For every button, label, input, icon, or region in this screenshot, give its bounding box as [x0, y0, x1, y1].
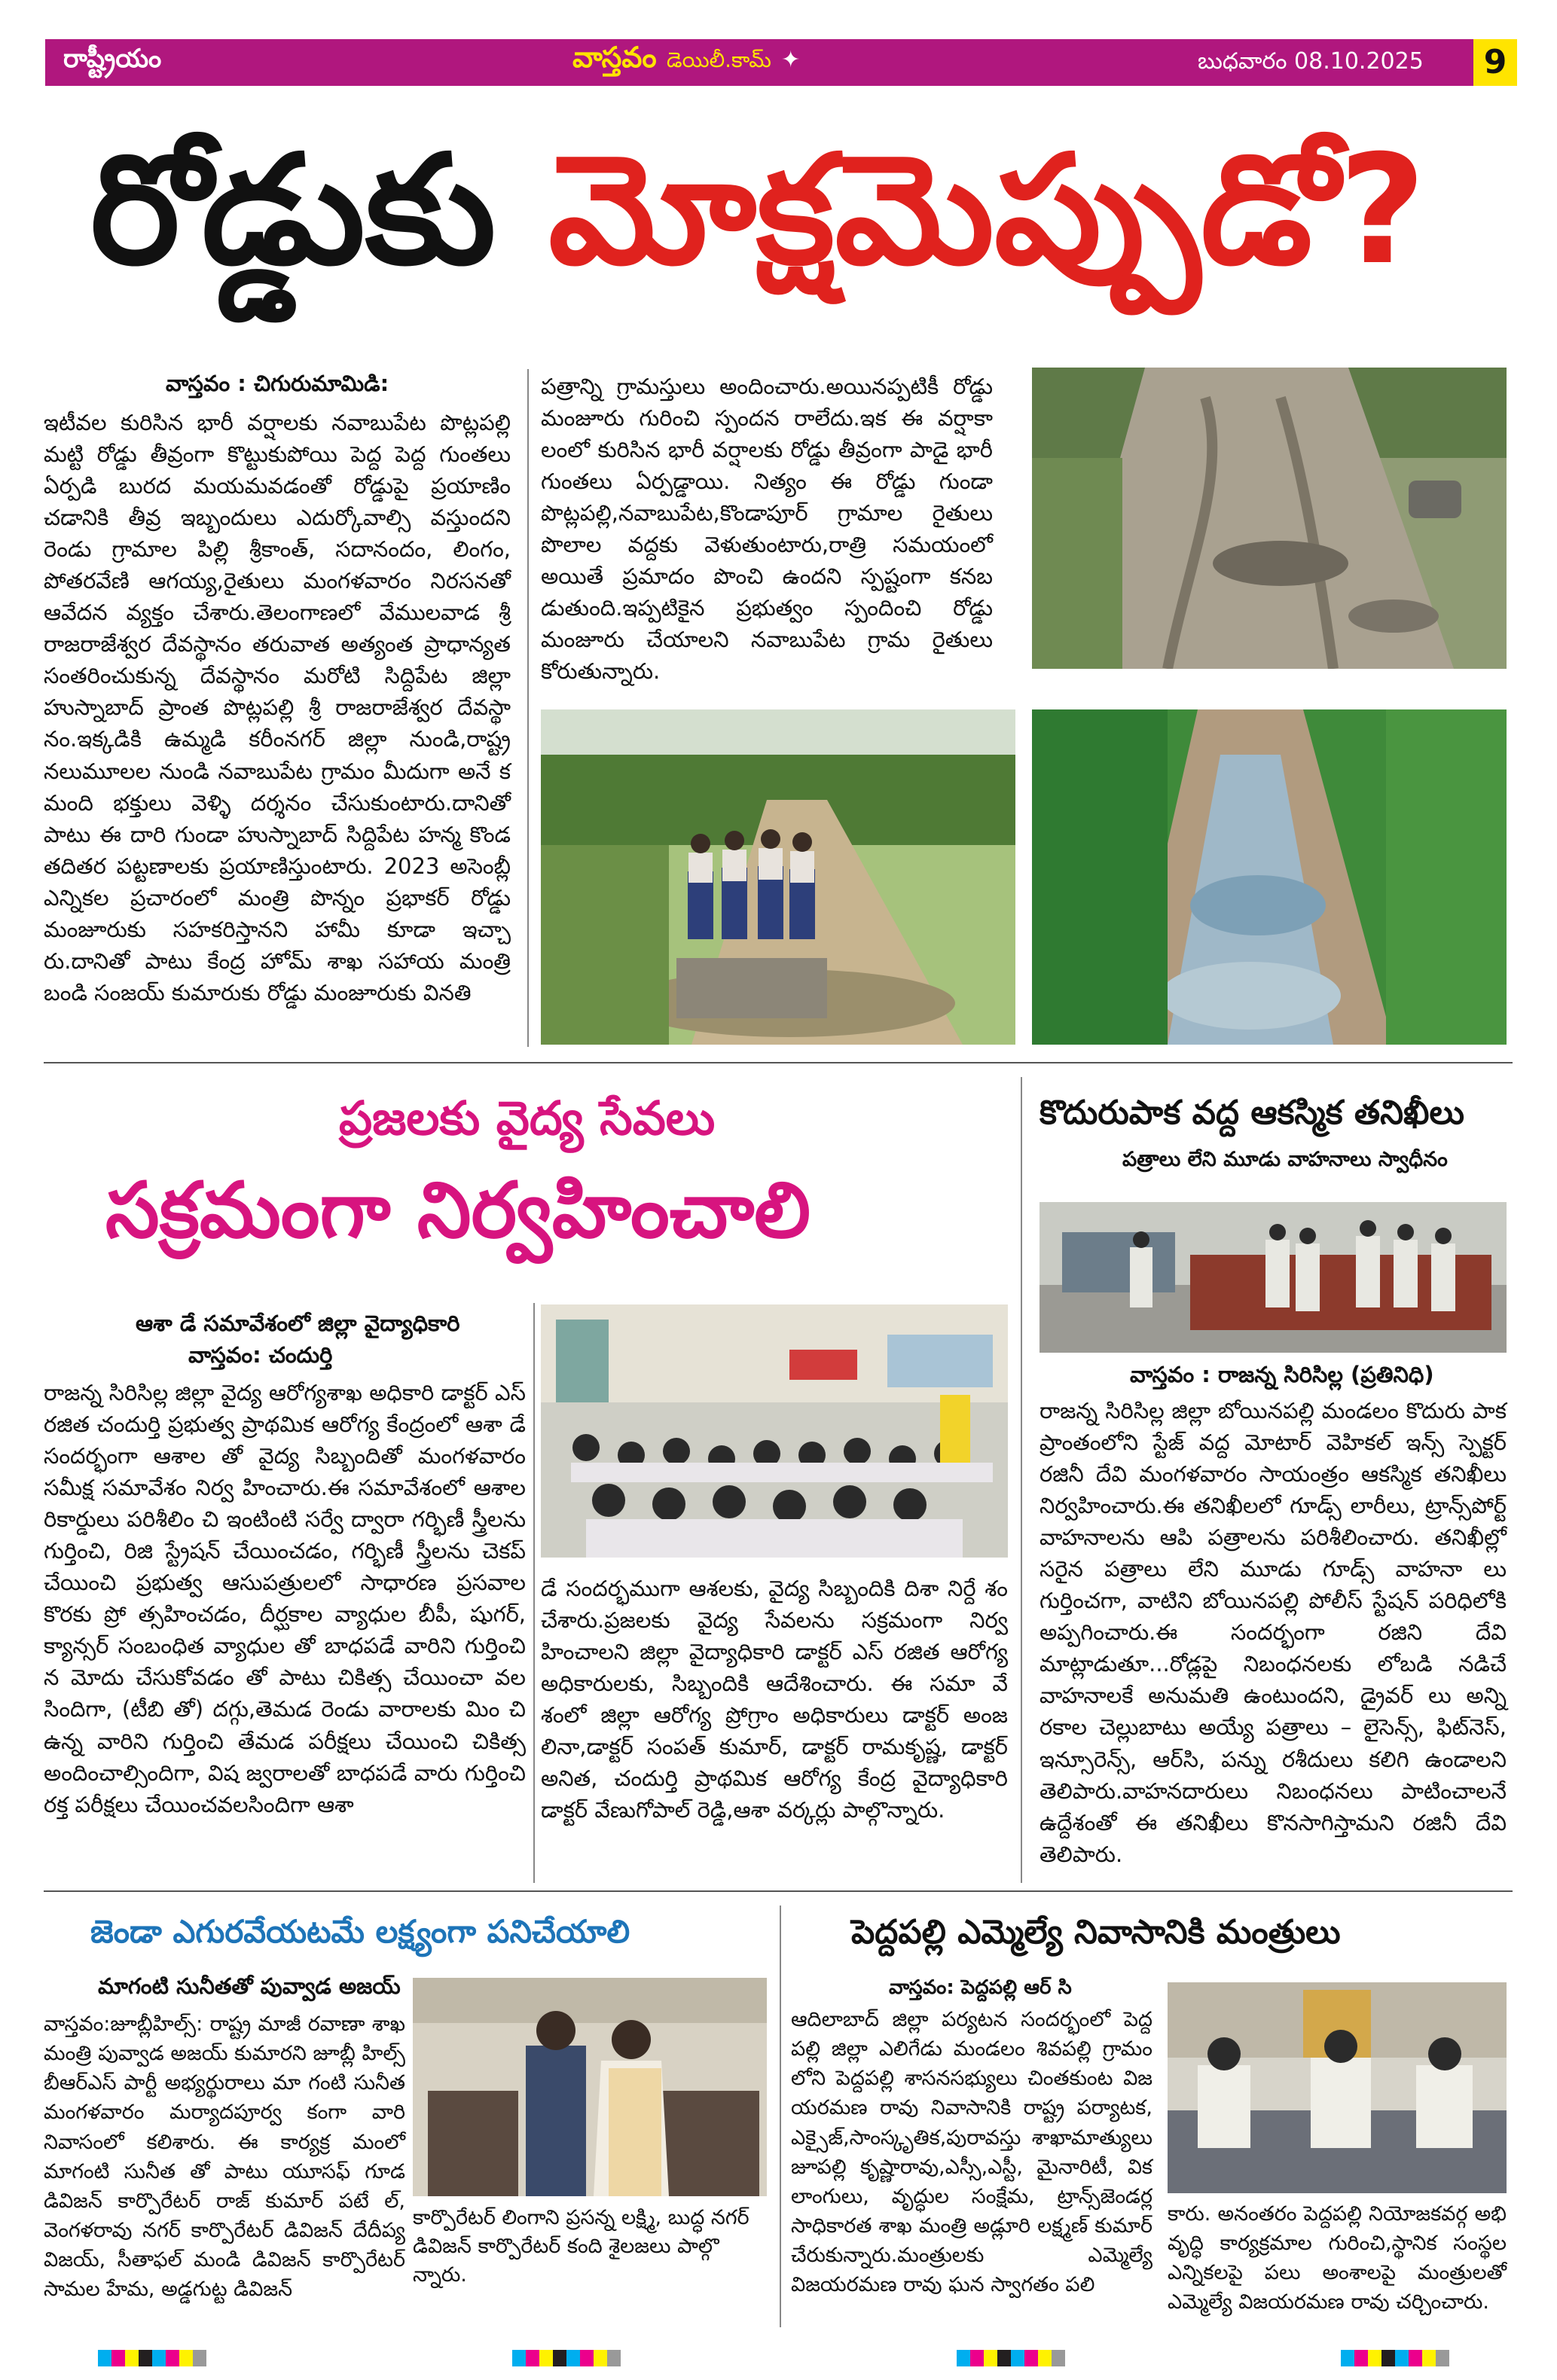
masthead [572, 41, 800, 81]
flag-headline: జెండా ఎగురవేయటమే లక్ష్యంగా పనిచేయాలి [90, 1913, 630, 1950]
check-subhead: పత్రాలు లేని మూడు వాహనాలు స్వాధీనం [1122, 1148, 1448, 1171]
health-body-col1: రాజన్న సిరిసిల్ల జిల్లా వైద్య ఆరోగ్యశాఖ అధికారి డాక్టర్ ఎస్ రజిత చందుర్తి ప్రభుత్వ ప్రాథమిక ఆరోగ్య కేంద్రంలో ఆశా డే సందర్భంగా ఆశాల తో వైద్య సిబ్బందితో మంగళవారం సమీక్ష సమావేశం నిర్వ హించారు.ఈ సమావేశంలో ఆశాల రికార్డులు పరిశీలిం చి ఇంటింటి సర్వే ద్వారా గర్భిణీ స్త్రీలను గుర్తించి, రిజి స్ట్రేషన్ చేయించడం, గర్భిణీ స్త్రీలను చెకప్ చేయించి ప్రభుత్వ ఆసుపత్రులలో సాధారణ ప్రసవాల కొరకు ప్రో త్సహించడం, దీర్ఘకాల వ్యాధుల బీపీ, షుగర్, క్యాన్సర్ సంబంధిత వ్యాధుల తో బాధపడే వారిని గుర్తించి న మోదు చేసుకోవడం తో పాటు చికిత్స చేయించా వల సిందిగా, (టీబి తో) దగ్గు,తెమడ రెండు వారాలకు మిం చి ఉన్న వారిని గుర్తించి తేమడ పరీక్షలు చేయించి చికిత్స అందించాల్సిందిగా, విష జ్వరాలతో బాధపడే వారు గుర్తించి రక్త పరీక్షలు చేయించవలసిందిగా ఆశా [44, 1380, 526, 1817]
photo-ministers-visit [1168, 1982, 1507, 2193]
check-body: రాజన్న సిరిసిల్ల జిల్లా బోయినపల్లి మండలం కొదురు పాక ప్రాంతంలోని స్టేజ్ వద్ద మోటార్ వెహికల్ ఇన్స్ స్పెక్టర్ రజినీ దేవి మంగళవారం సాయంత్రం ఆకస్మిక తనిఖీలు నిర్వహించారు.ఈ తనిఖీలలో గూడ్స్ లారీలు, ట్రాన్స్‌పోర్ట్ వాహనాలను ఆపి పత్రాలను పరిశీలించారు. తనిఖీల్లో సరైన పత్రాలు లేని మూడు గూడ్స్ వాహనా లు గుర్తించగా, వాటిని బోయినపల్లి పోలీస్ స్టేషన్ పరిధిలోకి అప్పగించారు.ఈ సందర్భంగా రజిని దేవి మాట్లాడుతూ...రోడ్లపై నిబంధనలకు లోబడి నడిచే వాహనాలకే అనుమతి ఉంటుందని, డ్రైవర్ లు అన్ని రకాల చెల్లుబాటు అయ్యే పత్రాలు – లైసెన్స్, ఫిట్‌నెస్, ఇన్సూరెన్స్, ఆర్‌సి, పన్ను రశీదులు కలిగి ఉండాలని తెలిపారు.వాహనదారులు నిబంధనలు పాటించాలనే ఉద్దేశంతో ఈ తనిఖీలు కొనసాగిస్తామని రజినీ దేవి తెలిపారు. [1040, 1398, 1507, 1867]
photo-villagers-road [541, 709, 1015, 1045]
registration-strip-1 [98, 2350, 206, 2369]
paper-name: వాస్తవం [572, 41, 657, 74]
page-number: 9 [1473, 39, 1517, 86]
health-body-col2: డే సందర్భముగా ఆశలకు, వైద్య సిబ్బందికి దిశా నిర్దే శం చేశారు.ప్రజలకు వైద్య సేవలను సక్రమంగా నిర్వ హించాలని జిల్లా వైద్యాధికారి డాక్టర్ ఎస్ రజిత ఆరోగ్య అధికారులకు, సిబ్బందికి ఆదేశించారు. ఈ సమా వే శంలో జిల్లా ఆరోగ్య ప్రోగ్రాం అధికారులు డాక్టర్ అంజ లినా,డాక్టర్ సంపత్ కుమార్, డాక్టర్ రామకృష్ణ, డాక్టర్ అనిత, చందుర్తి ప్రాథమిక ఆరోగ్య కేంద్ర వైద్యాధికారి డాక్టర్ వేణుగోపాల్ రెడ్డి,ఆశా వర్కర్లు పాల్గొన్నారు. [541, 1576, 1008, 1823]
mla-byline: వాస్తవం: పెద్దపల్లి ఆర్ సి [889, 1976, 1072, 1999]
column-divider [533, 1303, 535, 1883]
section-name: రాష్ట్రీయం [63, 44, 162, 74]
photo-waterlogged-road [1032, 709, 1507, 1045]
section-divider [44, 1062, 1513, 1063]
paper-site: డెయిలీ.కామ్ [666, 47, 771, 72]
column-divider [527, 369, 529, 1047]
registration-strip-4 [1341, 2350, 1449, 2369]
lead-body-col2: పత్రాన్ని గ్రామస్తులు అందించారు.అయినప్పటికీ రోడ్డు మంజూరు గురించి స్పందన రాలేదు.ఇక ఈ వర్షాకా లంలో కురిసిన భారీ వర్షాలకు రోడ్డు తీవ్రంగా పాడై భారీ గుంతలు ఏర్పడ్డాయి. నిత్యం ఈ రోడ్డు గుండా పొట్లపల్లి,నవాబుపేట,కొండాపూర్ గ్రామాల రైతులు పొలాల వద్దకు వెళుతుంటారు,రాత్రి సమయంలో అయితే ప్రమాదం పొంచి ఉందని స్పష్టంగా కనబ డుతుంది.ఇప్పటికైన ప్రభుత్వం స్పందించి రోడ్డు మంజూరు చేయాలని నవాబుపేట గ్రామ రైతులు కోరుతున్నారు. [541, 374, 993, 685]
mla-body: ఆదిలాబాద్ జిల్లా పర్యటన సందర్భంలో పెద్ద పల్లి జిల్లా ఎలిగేడు మండలం శివపల్లి గ్రామం లోని పెద్దపల్లి శాసనసభ్యులు చింతకుంట విజ యరమణ రావు నివాసానికి రాష్ట్ర పర్యాటక, ఎక్సైజ్,సాంస్కృతిక,పురావస్తు శాఖామాత్యులు జూపల్లి కృష్ణారావు,ఎస్సీ,ఎస్టీ, మైనారిటీ, విక లాంగులు, వృద్ధుల సంక్షేమ, ట్రాన్స్‌జెండర్ల సాధికారత శాఖ మంత్రి అడ్లూరి లక్ష్మణ్ కుమార్ చేరుకున్నారు.మంత్రులకు ఎమ్మెల్యే విజయరమణ రావు ఘన స్వాగతం పలి [791, 2008, 1152, 2297]
bird-logo-icon: ✦ [781, 47, 801, 73]
check-byline: వాస్తవం : రాజన్న సిరిసిల్ల (ప్రతినిధి) [1130, 1362, 1434, 1387]
flag-caption: కార్పొరేటర్ లింగాని ప్రసన్న లక్ష్మి, బుద్ధ నగర్ డివిజన్ కార్పొరేటర్ కంది శైలజలు పాల్గొ న్నారు. [413, 2206, 749, 2287]
column-divider [780, 1906, 781, 2327]
photo-asha-meeting [541, 1304, 1008, 1558]
lead-byline: వాస్తవం : చిగురుమామిడి: [166, 371, 389, 396]
mla-headline: పెద్దపల్లి ఎమ్మెల్యే నివాసానికి మంత్రులు [851, 1913, 1341, 1951]
lead-headline [90, 123, 1476, 298]
health-headline: సక్రమంగా నిర్వహించాలి [105, 1166, 811, 1256]
lead-headline-part2: మోక్షమెప్పుడో? [548, 123, 1427, 298]
photo-flag-meeting [413, 1978, 767, 2196]
health-subhead: ఆశా డే సమావేశంలో జిల్లా వైద్యాధికారి [136, 1311, 460, 1336]
issue-date: బుధవారం 08.10.2025 [1198, 48, 1424, 75]
flag-subhead: మాగంటి సునీతతో పువ్వాడ అజయ్ [98, 1973, 401, 1999]
flag-body: వాస్తవం:జూబ్లీహిల్స్: రాష్ట్ర మాజీ రవాణా శాఖ మంత్రి పువ్వాడ అజయ్ కుమారని జూబ్లీ హిల్స్ బీఆర్ఎస్ పార్టీ అభ్యర్థురాలు మా గంటి సునీత మంగళవారం మర్యాదపూర్వ కంగా వారి నివాసంలో కలిశారు. ఈ కార్యక్ర మంలో మాగంటి సునీత తో పాటు యూసఫ్ గూడ డివిజన్ కార్పొరేటర్ రాజ్ కుమార్ పటే ల్, వెంగళరావు నగర్ కార్పొరేటర్ డివిజన్ దేదీప్య విజయ్, సీతాఫల్ మండి డివిజన్ కార్పొరేటర్ సామల హేమ, అడ్డగుట్ట డివిజన్ [44, 2012, 405, 2302]
check-headline: కొదురుపాక వద్ద ఆకస్మిక తనిఖీలు [1040, 1094, 1464, 1132]
lead-headline-part1: రోడ్డుకు [90, 123, 496, 298]
photo-damaged-road [1032, 368, 1507, 669]
column-divider [1021, 1077, 1022, 1883]
health-kicker: ప్రజలకు వైద్య సేవలు [339, 1091, 716, 1146]
section-divider [44, 1890, 1513, 1892]
registration-strip-3 [957, 2350, 1065, 2369]
registration-strip-2 [512, 2350, 621, 2369]
lead-body-col1: ఇటీవల కురిసిన భారీ వర్షాలకు నవాబుపేట పొట్లపల్లి మట్టి రోడ్డు తీవ్రంగా కొట్టుకుపోయి పెద్ద పెద్ద గుంతలు ఏర్పడి బురద మయమవడంతో రోడ్డుపై ప్రయాణిం చడానికి తీవ్ర ఇబ్బందులు ఎదుర్కోవాల్సి వస్తుందని రెండు గ్రామాల పిల్లి శ్రీకాంత్, సదానందం, లింగం, పోతరవేణి ఆగయ్య,రైతులు మంగళవారం నిరసనతో ఆవేదన వ్యక్తం చేశారు.తెలంగాణలో వేములవాడ శ్రీ రాజరాజేశ్వర దేవస్థానం తరువాత అత్యంత ప్రాధాన్యత సంతరించుకున్న దేవస్థానం మరోటి సిద్దిపేట జిల్లా హుస్నాబాద్ ప్రాంత పొట్లపల్లి శ్రీ రాజరాజేశ్వర దేవస్థా నం.ఇక్కడికి ఉమ్మడి కరీంనగర్ జిల్లా నుండి,రాష్ట్ర నలుమూలల నుండి నవాబుపేట గ్రామం మీదుగా అనే క మంది భక్తులు వెళ్ళి దర్శనం చేసుకుంటారు.దానితో పాటు ఈ దారి గుండా హుస్నాబాద్ సిద్దిపేట హన్మ కొండ తదితర పట్టణాలకు ప్రయాణిస్తుంటారు. 2023 అసెంబ్లీ ఎన్నికల ప్రచారంలో మంత్రి పొన్నం ప్రభాకర్ రోడ్డు మంజూరుకు సహకరిస్తానని హామీ కూడా ఇచ్చా రు.దానితో పాటు కేంద్ర హోమ్ శాఖ సహాయ మంత్రి బండి సంజయ్ కుమారుకు రోడ్డు మంజూరుకు వినతి [44, 410, 511, 1005]
photo-vehicle-check [1040, 1202, 1507, 1353]
health-byline: వాస్తవం: చందుర్తి [188, 1342, 333, 1368]
mla-body-continued: కారు. అనంతరం పెద్దపల్లి నియోజకవర్గ అభి వృద్ధి కార్యక్రమాల గురించి,స్థానిక సంస్థల ఎన్నికలపై పలు అంశాలపై మంత్రులతో ఎమ్మెల్యే విజయరమణ రావు చర్చించారు. [1168, 2202, 1507, 2314]
